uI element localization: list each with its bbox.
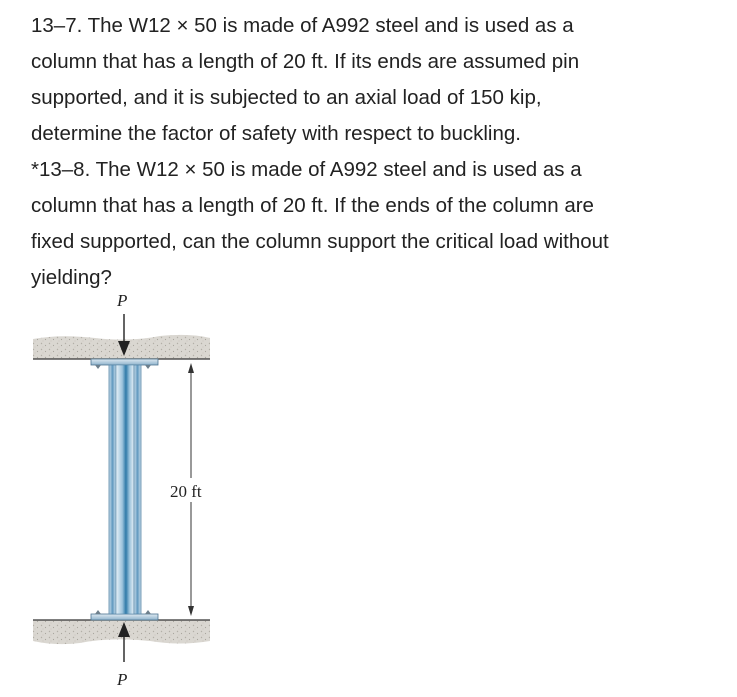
problem-13-8-line-1: *13–8. The W12 × 50 is made of A992 steel and is used as a — [31, 158, 582, 181]
problem-13-7-line-4: determine the factor of safety with respect to buckling. — [31, 122, 521, 145]
column-figure — [0, 282, 260, 697]
problem-13-7-line-2: column that has a length of 20 ft. If its ends are assumed pin — [31, 50, 580, 73]
bottom-load-label: P — [117, 670, 128, 689]
problem-text — [31, 8, 731, 296]
length-label: 20 ft — [170, 482, 202, 501]
problem-13-7-line-3: supported, and it is subjected to an axial load of 150 kip, — [31, 86, 542, 109]
bottom-base-plate — [91, 614, 158, 620]
w12x50-column — [109, 365, 141, 614]
problem-13-7-line-1: 13–7. The W12 × 50 is made of A992 steel and is used as a — [31, 14, 574, 37]
problem-13-8-line-2: column that has a length of 20 ft. If the ends of the column are — [31, 194, 594, 217]
column-diagram — [0, 282, 260, 697]
top-base-plate — [91, 359, 158, 365]
problem-13-8-line-3: fixed supported, can the column support the critical load without — [31, 230, 609, 253]
top-load-label: P — [117, 291, 128, 310]
problem-13-8-line-4: yielding? — [31, 266, 112, 289]
